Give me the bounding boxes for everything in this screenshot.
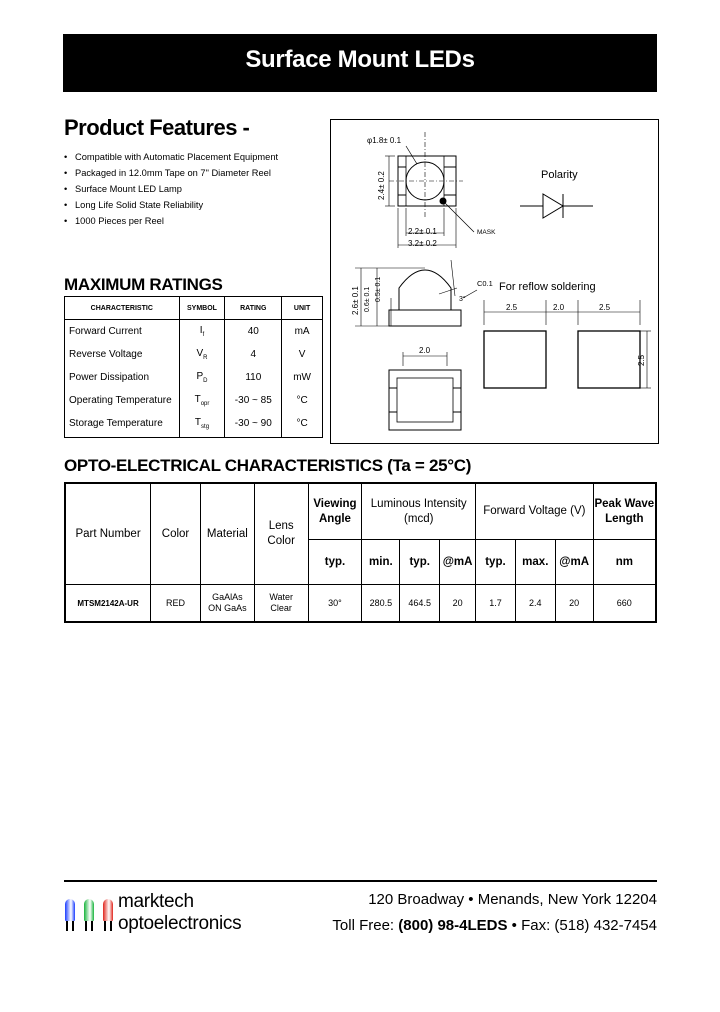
dim-bottom-width-label: 2.0: [419, 346, 431, 355]
color-cell: RED: [151, 585, 201, 623]
subheader: typ.: [400, 540, 440, 585]
lum-min-cell: 280.5: [362, 585, 400, 623]
led-logo-icon: [65, 899, 75, 921]
dim-side-lead-label: 0.6± 0.1: [364, 286, 371, 312]
symbol-cell: $T_{opr}$: [179, 389, 225, 412]
company-contact: Toll Free: (800) 98-4LEDS • Fax: (518) 432-7454: [332, 917, 657, 934]
characteristic-cell: Power Dissipation: [65, 366, 180, 389]
column-header: Viewing Angle: [308, 483, 362, 540]
column-header: RATING: [225, 297, 282, 320]
column-header: Forward Voltage (V): [476, 483, 594, 540]
dim-inner-width-label: 2.2± 0.1: [408, 227, 437, 236]
vf-ma-cell: 20: [555, 585, 593, 623]
subheader: @mA: [555, 540, 593, 585]
symbol-cell: $I_f$: [179, 320, 225, 344]
led-dome: [84, 899, 94, 921]
lum-typ-cell: 464.5: [400, 585, 440, 623]
table-row: [65, 343, 323, 366]
subheader: max.: [515, 540, 555, 585]
column-header: CHARACTERISTIC: [65, 297, 180, 320]
dim-height-top-label: 2.4± 0.2: [377, 171, 386, 200]
table-row: [65, 320, 323, 344]
mask-label: MASK: [477, 229, 496, 236]
table-row: [65, 366, 323, 389]
table-row: [65, 389, 323, 412]
led-logo-icon: [103, 899, 113, 921]
lum-ma-cell: 20: [440, 585, 476, 623]
part-number-cell: MTSM2142A-UR: [65, 585, 151, 623]
dim-side-height-label: 2.6± 0.1: [351, 286, 360, 315]
feature-item: • Compatible with Automatic Placement Equipment: [64, 149, 278, 165]
side-view-body: [389, 310, 461, 326]
vf-max-cell: 2.4: [515, 585, 555, 623]
column-header: Luminous Intensity (mcd): [362, 483, 476, 540]
characteristic-cell: Reverse Voltage: [65, 343, 180, 366]
dim-side-lead2-label: 0.5± 0.1: [375, 276, 382, 302]
characteristic-cell: Forward Current: [65, 320, 180, 344]
table-header-row: [65, 297, 323, 320]
column-header: UNIT: [282, 297, 323, 320]
pad-gap-label: 2.0: [553, 303, 565, 312]
led-logo-icon: [84, 899, 94, 921]
lens-color-cell: Water Clear: [254, 585, 308, 623]
opto-heading: OPTO-ELECTRICAL CHARACTERISTICS (Ta = 25°C): [64, 456, 472, 475]
reflow-label: For reflow soldering: [499, 281, 596, 293]
rating-cell: -30 ~ 90: [225, 412, 282, 438]
solder-pad-right: [578, 331, 640, 388]
unit-cell: V: [282, 343, 323, 366]
symbol-cell: $P_D$: [179, 366, 225, 389]
opto-table: [64, 482, 657, 623]
feature-item: • Packaged in 12.0mm Tape on 7" Diameter Reel: [64, 165, 278, 181]
feature-item: • Long Life Solid State Reliability: [64, 197, 278, 213]
subheader: typ.: [476, 540, 516, 585]
pad-height-label: 2.5: [637, 354, 646, 366]
table-header-row: [65, 483, 656, 540]
table-row: [65, 585, 656, 623]
max-ratings-table: [64, 296, 323, 438]
bottom-view-body: [389, 370, 461, 430]
material-cell: GaAlAs ON GaAs: [200, 585, 254, 623]
unit-cell: mA: [282, 320, 323, 344]
max-ratings-heading: MAXIMUM RATINGS: [64, 275, 223, 294]
subheader: nm: [593, 540, 656, 585]
dim-radius-label: C0.1: [477, 279, 493, 288]
dim-angle-label: 3°: [459, 296, 466, 303]
led-dome: [103, 899, 113, 921]
polarity-label: Polarity: [541, 169, 578, 181]
subheader: @mA: [440, 540, 476, 585]
rating-cell: -30 ~ 85: [225, 389, 282, 412]
column-header: Lens Color: [254, 483, 308, 585]
column-header: Color: [151, 483, 201, 585]
column-header: Peak Wave Length: [593, 483, 656, 540]
vf-typ-cell: 1.7: [476, 585, 516, 623]
title-banner: [63, 34, 657, 92]
table-row: [65, 412, 323, 438]
characteristic-cell: Storage Temperature: [65, 412, 180, 438]
column-header: SYMBOL: [179, 297, 225, 320]
features-list: [64, 149, 278, 229]
viewing-angle-cell: 30°: [308, 585, 362, 623]
package-diagram: [330, 119, 659, 444]
feature-item: • Surface Mount LED Lamp: [64, 181, 278, 197]
feature-item: • 1000 Pieces per Reel: [64, 213, 278, 229]
subheader: min.: [362, 540, 400, 585]
dim-diameter-label: φ1.8± 0.1: [367, 136, 402, 145]
column-header: Material: [200, 483, 254, 585]
rating-cell: 40: [225, 320, 282, 344]
unit-cell: mW: [282, 366, 323, 389]
cathode-mark: [440, 198, 447, 205]
footer-divider: [64, 880, 657, 882]
dim-outer-width-label: 3.2± 0.2: [408, 239, 437, 248]
solder-pad-left: [484, 331, 546, 388]
led-dome: [65, 899, 75, 921]
company-name: marktech optoelectronics: [118, 891, 242, 934]
company-address: 120 Broadway • Menands, New York 12204: [368, 891, 657, 908]
symbol-cell: $T_{stg}$: [179, 412, 225, 438]
page-title: Surface Mount LEDs: [245, 46, 475, 73]
characteristic-cell: Operating Temperature: [65, 389, 180, 412]
symbol-cell: $V_R$: [179, 343, 225, 366]
package-drawing: [331, 120, 658, 443]
peak-wavelength-cell: 660: [593, 585, 656, 623]
rating-cell: 110: [225, 366, 282, 389]
unit-cell: °C: [282, 389, 323, 412]
rating-cell: 4: [225, 343, 282, 366]
pad-width-left-label: 2.5: [506, 303, 518, 312]
column-header: Part Number: [65, 483, 151, 585]
unit-cell: °C: [282, 412, 323, 438]
pad-width-right-label: 2.5: [599, 303, 611, 312]
subheader: typ.: [308, 540, 362, 585]
features-heading: Product Features -: [64, 115, 250, 140]
